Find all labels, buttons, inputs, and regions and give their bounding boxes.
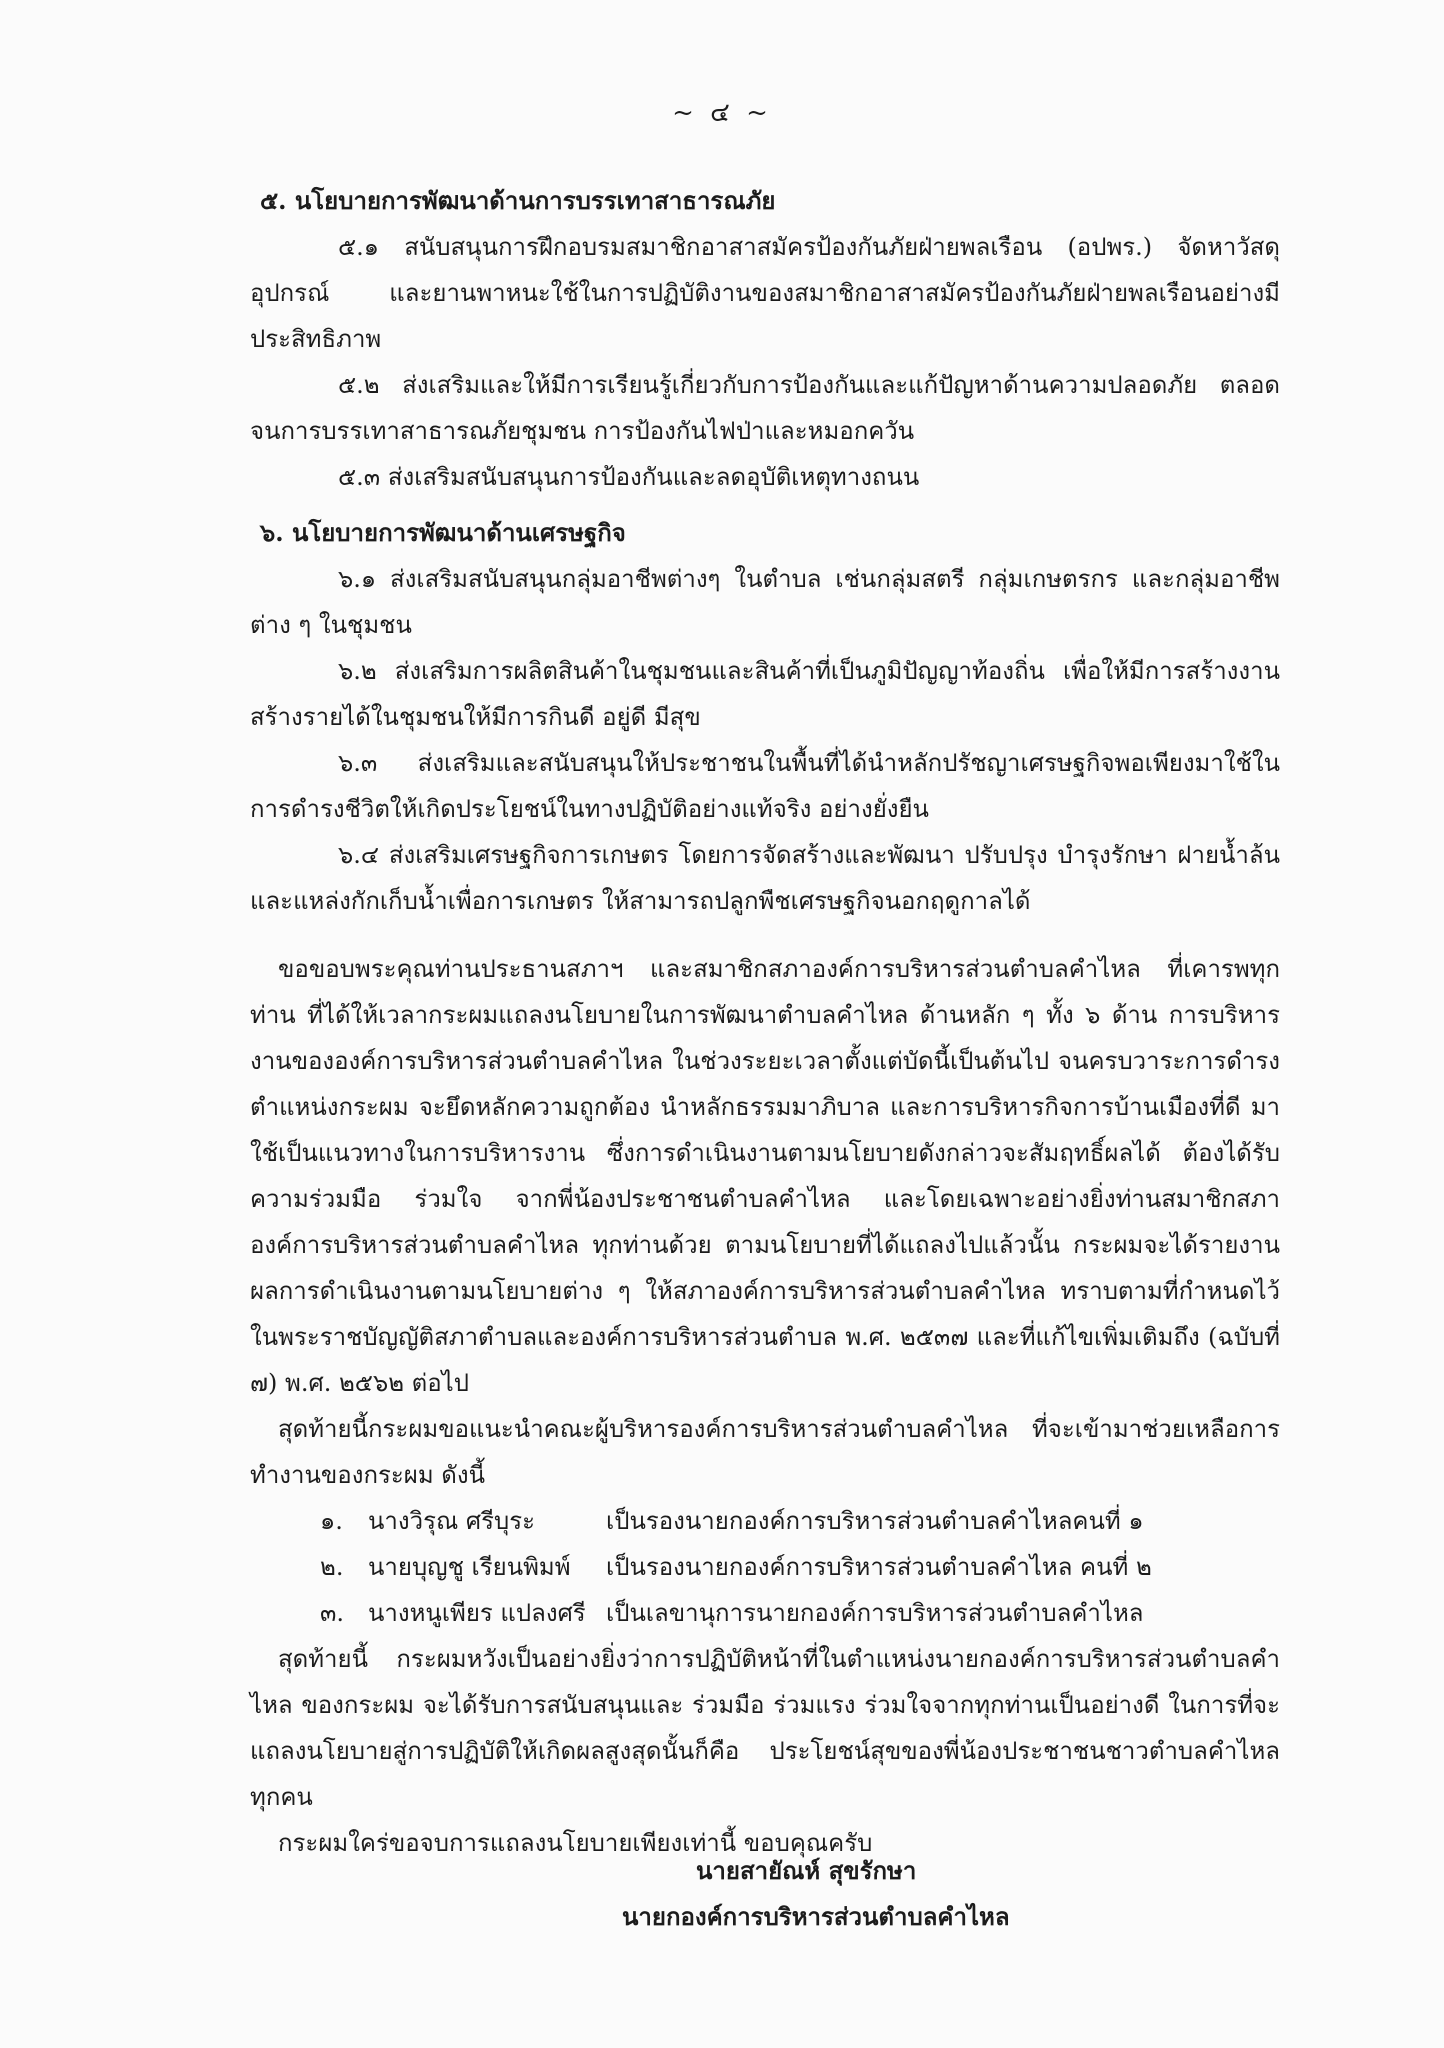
executive-role: เป็นรองนายกองค์การบริหารส่วนตำบลคำไหล คนที่ ๒ (606, 1553, 1152, 1581)
executive-role: เป็นรองนายกองค์การบริหารส่วนตำบลคำไหลคนที่ ๑ (606, 1507, 1144, 1535)
document-body (250, 178, 1280, 1866)
executive-number: ๒. (320, 1553, 344, 1581)
section-6-item-1: ๖.๑ ส่งเสริมสนับสนุนกลุ่มอาชีพต่างๆ ในตำบล เช่นกลุ่มสตรี กลุ่มเกษตรกร และกลุ่มอาชีพต่าง ๆ ในชุมชน (250, 565, 1280, 639)
section-5-item-2: ๕.๒ ส่งเสริมและให้มีการเรียนรู้เกี่ยวกับการป้องกันและแก้ปัญหาด้านความปลอดภัย ตลอดจนการบรรเทาสาธารณภัยชุมชน การป้องกันไฟป่าและหมอกควัน (250, 371, 1280, 445)
section-5-heading: ๕. นโยบายการพัฒนาด้านการบรรเทาสาธารณภัย (260, 186, 776, 215)
executive-item (250, 1544, 1280, 1590)
page-number: ~ ๔ ~ (672, 98, 772, 128)
section-6-item-2: ๖.๒ ส่งเสริมการผลิตสินค้าในชุมชนและสินค้าที่เป็นภูมิปัญญาท้องถิ่น เพื่อให้มีการสร้างงาน สร้างรายได้ในชุมชนให้มีการกินดี อยู่ดี มีสุข (250, 657, 1280, 731)
executive-name: นายบุญชู เรียนพิมพ์ (368, 1553, 571, 1581)
hope-paragraph: สุดท้ายนี้ กระผมหวังเป็นอย่างยิ่งว่าการปฏิบัติหน้าที่ในตำแหน่งนายกองค์การบริหารส่วนตำบลคำไหล ของกระผม จะได้รับการสนับสนุนและ ร่วมมือ ร่วมแรง ร่วมใจจากทุกท่านเป็นอย่างดี ในการที่จะแถลงนโยบายสู่การปฏิบัติให้เกิดผลสูงสุดนั้นก็คือ ประโยชน์สุขของพี่น้องประชาชนชาวตำบลคำไหลทุกคน (250, 1645, 1280, 1811)
section-5-item-1: ๕.๑ สนับสนุนการฝึกอบรมสมาชิกอาสาสมัครป้องกันภัยฝ่ายพลเรือน (อปพร.) จัดหาวัสดุ อุปกรณ์ และยานพาหนะใช้ในการปฏิบัติงานของสมาชิกอาสาสมัครป้องกันภัยฝ่ายพลเรือนอย่างมีประสิทธิภาพ (250, 233, 1280, 353)
executive-number: ๓. (320, 1599, 345, 1627)
executive-name: นางหนูเพียร แปลงศรี (368, 1599, 586, 1627)
section-6-item-4: ๖.๔ ส่งเสริมเศรษฐกิจการเกษตร โดยการจัดสร้างและพัฒนา ปรับปรุง บำรุงรักษา ฝายน้ำล้น และแหล่งกักเก็บน้ำเพื่อการเกษตร ให้สามารถปลูกพืชเศรษฐกิจนอกฤดูกาลได้ (250, 841, 1280, 915)
signature-name: นายสายัณห์ สุขรักษา (696, 1856, 917, 1885)
executive-item (250, 1590, 1280, 1636)
thanks-paragraph: ขอขอบพระคุณท่านประธานสภาฯ และสมาชิกสภาองค์การบริหารส่วนตำบลคำไหล ที่เคารพทุกท่าน ที่ได้ให้เวลากระผมแถลงนโยบายในการพัฒนาตำบลคำไหล ด้านหลัก ๆ ทั้ง ๖ ด้าน การบริหารงานขององค์การบริหารส่วนตำบลคำไหล ในช่วงระยะเวลาตั้งแต่บัดนี้เป็นต้นไป จนครบวาระการดำรงตำแหน่งกระผม จะยึดหลักความถูกต้อง นำหลักธรรมมาภิบาล และการบริหารกิจการบ้านเมืองที่ดี มาใช้เป็นแนวทางในการบริหารงาน ซึ่งการดำเนินงานตามนโยบายดังกล่าวจะสัมฤทธิ์ผลได้ ต้องได้รับความร่วมมือ ร่วมใจ จากพี่น้องประชาชนตำบลคำไหล และโดยเฉพาะอย่างยิ่งท่านสมาชิกสภาองค์การบริหารส่วนตำบลคำไหล ทุกท่านด้วย ตามนโยบายที่ได้แถลงไปแล้วนั้น กระผมจะได้รายงานผลการดำเนินงานตามนโยบายต่าง ๆ ให้สภาองค์การบริหารส่วนตำบลคำไหล ทราบตามที่กำหนดไว้ในพระราชบัญญัติสภาตำบลและองค์การบริหารส่วนตำบล พ.ศ. ๒๕๓๗ และที่แก้ไขเพิ่มเติมถึง (ฉบับที่ ๗) พ.ศ. ๒๕๖๒ ต่อไป (250, 955, 1280, 1397)
signature-block (0, 1848, 1444, 1940)
closing-line: กระผมใคร่ขอจบการแถลงนโยบายเพียงเท่านี้ ขอบคุณครับ (278, 1829, 873, 1857)
executives-intro: สุดท้ายนี้กระผมขอแนะนำคณะผู้บริหารองค์การบริหารส่วนตำบลคำไหล ที่จะเข้ามาช่วยเหลือการทำงานของกระผม ดังนี้ (250, 1415, 1280, 1489)
section-6-item-3: ๖.๓ ส่งเสริมและสนับสนุนให้ประชาชนในพื้นที่ได้นำหลักปรัชญาเศรษฐกิจพอเพียงมาใช้ในการดำรงชีวิตให้เกิดประโยชน์ในทางปฏิบัติอย่างแท้จริง อย่างยั่งยืน (250, 749, 1280, 823)
section-5-item-3: ๕.๓ ส่งเสริมสนับสนุนการป้องกันและลดอุบัติเหตุทางถนน (338, 463, 920, 491)
executive-item (250, 1498, 1280, 1544)
signature-title: นายกองค์การบริหารส่วนตำบลคำไหล (622, 1902, 1010, 1931)
executive-role: เป็นเลขานุการนายกองค์การบริหารส่วนตำบลคำไหล (606, 1599, 1144, 1627)
section-6-heading: ๖. นโยบายการพัฒนาด้านเศรษฐกิจ (260, 518, 626, 547)
executive-name: นางวิรุณ ศรีบุระ (368, 1507, 536, 1535)
executive-number: ๑. (320, 1507, 343, 1535)
